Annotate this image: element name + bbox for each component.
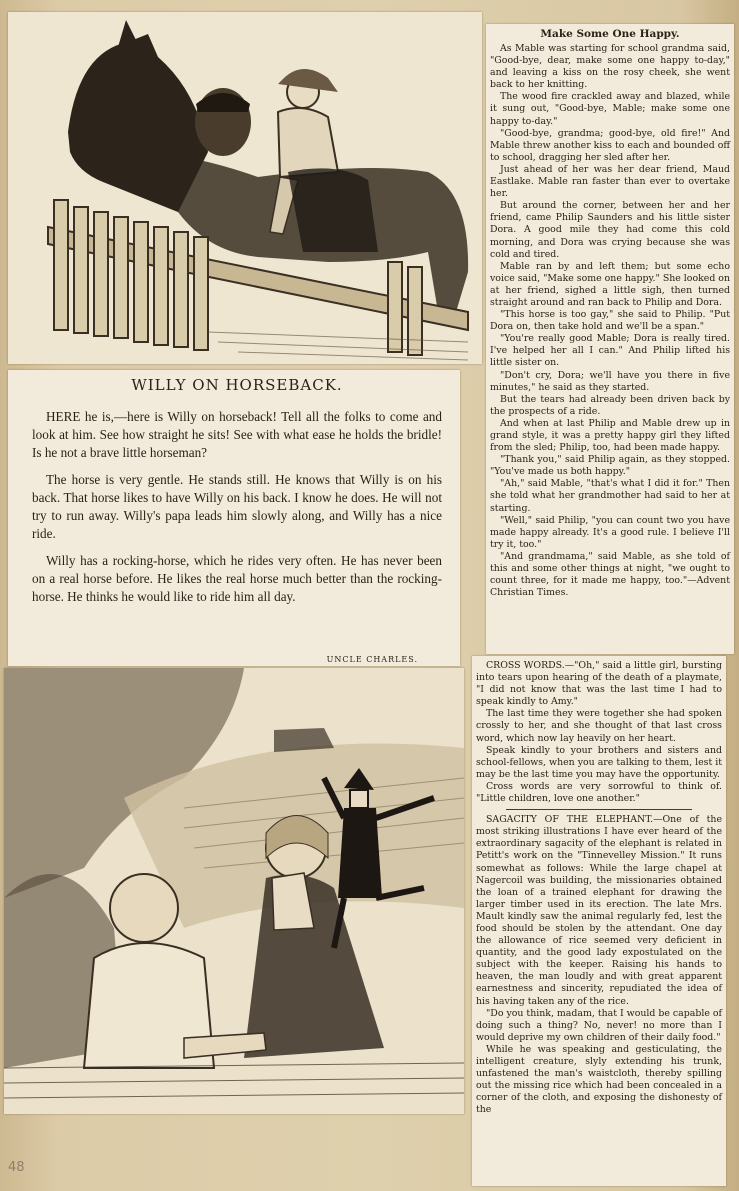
article-paragraph: Mable ran by and left them; but some echo voice said, "Make some one happy." She looked on at her friend, sighed a little sigh, then turned straight around and ran back to Philip and Dora. bbox=[490, 260, 730, 308]
article-paragraph: But the tears had already been driven back by the prospects of a ride. bbox=[490, 393, 730, 417]
article-paragraph: While he was speaking and gesticulating, the intelligent creature, slyly extending his trunk, unfastened the man's waistcloth, thereby spilling out the missing rice which had been concealed in a corner of the cloth, and exposing the dishonesty of the bbox=[476, 1043, 722, 1116]
children-illustration-clipping bbox=[4, 668, 464, 1114]
divider bbox=[506, 809, 692, 810]
willy-paragraph: Willy has a rocking-horse, which he rides very often. He has never been on a real horse before. He likes the real horse much better than the rocking-horse. He thinks he would like to ride him all day. bbox=[32, 553, 442, 604]
article-paragraph: CROSS WORDS.—"Oh," said a little girl, bursting into tears upon hearing of the death of a playmate, "I did not know that was the last time I had to speak kindly to Amy." bbox=[476, 660, 722, 708]
make-someone-happy-clipping bbox=[486, 24, 734, 654]
article-paragraph: "Ah," said Mable, "that's what I did it for." Then she told what her grandmother had said to her at starting. bbox=[490, 478, 730, 514]
willy-story-title: WILLY ON HORSEBACK. bbox=[131, 376, 343, 394]
article-paragraph: "This horse is too gay," she said to Philip. "Put Dora on, then take hold and we'll be a span." bbox=[490, 309, 730, 333]
horse-engraving-image bbox=[8, 12, 482, 364]
willy-signature: UNCLE CHARLES. bbox=[326, 655, 418, 664]
article-paragraph: The last time they were together she had spoken crossly to her, and she thought of that last cross word, which now lay heavily on her heart. bbox=[476, 708, 722, 744]
article-paragraph: As Mable was starting for school grandma said, "Good-bye, dear, make some one happy to-day," and leaving a kiss on the rosy cheek, she went back to her knitting. bbox=[490, 43, 730, 91]
article-paragraph: "Thank you," said Philip again, as they stopped. "You've made us both happy." bbox=[490, 454, 730, 478]
article-paragraph: "And grandmama," said Mable, as she told of this and some other things at night, "we ought to count three, for it made me happy, too."—Advent Christian Times. bbox=[490, 550, 730, 599]
children-engraving-image bbox=[4, 668, 464, 1114]
willy-story bbox=[32, 376, 442, 615]
article-paragraph: And when at last Philip and Mable drew up in grand style, it was a pretty happy girl they lifted from the sled; Philip, too, had been made happy. bbox=[490, 417, 730, 454]
cross-words-article bbox=[476, 660, 722, 1116]
article-paragraph: "Don't cry, Dora; we'll have you there in five minutes," he said as they started. bbox=[490, 369, 730, 393]
article-paragraph: The wood fire crackled away and blazed, while it sung out, "Good-bye, Mable; make some one happy to-day." bbox=[490, 91, 730, 127]
article-paragraph: "Good-bye, grandma; good-bye, old fire!" And Mable threw another kiss to each and bounded off to school, dragging her sled after her. bbox=[490, 127, 730, 163]
make-someone-happy-article bbox=[490, 28, 730, 599]
horse-illustration-clipping bbox=[8, 12, 482, 364]
willy-story-clipping bbox=[8, 370, 460, 666]
article-paragraph: But around the corner, between her and her friend, came Philip Saunders and his little sister Dora. A good mile they had come this cold morning, and Dora was crying because she was cold and tired. bbox=[490, 200, 730, 260]
page-number: 48 bbox=[8, 1160, 25, 1175]
article-title: Make Some One Happy. bbox=[540, 28, 680, 40]
cross-words-elephant-clipping bbox=[472, 656, 726, 1186]
article-paragraph: "You're really good Mable; Dora is really tired. I've helped her all I can." And Philip lifted his little sister on. bbox=[490, 333, 730, 369]
willy-paragraph: HERE he is,—here is Willy on horseback! Tell all the folks to come and look at him. See how straight he sits! See with what ease he holds the bridle! Is he not a brave little horseman? bbox=[32, 409, 442, 460]
article-paragraph: Just ahead of her was her dear friend, Maud Eastlake. Mable ran faster than ever to overtake her. bbox=[490, 163, 730, 200]
willy-paragraph: The horse is very gentle. He stands still. He knows that Willy is on his back. That horse likes to have Willy on his back. I know he does. He will not try to run away. Willy's papa leads him slowly along, and Willy has a nice ride. bbox=[32, 472, 442, 541]
article-paragraph: "Do you think, madam, that I would be capable of doing such a thing? No, never! no more than I would deprive my own children of their daily food." bbox=[476, 1007, 722, 1043]
article-paragraph: Cross words are very sorrowful to think of. "Little children, love one another." bbox=[476, 780, 722, 805]
article-paragraph: SAGACITY OF THE ELEPHANT.—One of the most striking illustrations I have ever heard of the extraordinary sagacity of the elephant is related in Petitt's work on the "Tinnevelley Mission." It runs somewhat as follows: While the large chapel at Nagercoil was building, the missionaries obtained the loan of a trained elephant for drawing the larger timber used in its erection. The late Mrs. Mault kindly saw the animal regularly fed, lest the food should be stolen by the attendant. One day the allowance of rice seemed very deficient in quantity, and the good lady expostulated on the subject with the keeper. Raising his hands to heaven, the man loudly and with great apparent earnestness and sincerity, repudiated the idea of his having taken any of the rice. bbox=[476, 814, 722, 1007]
article-paragraph: "Well," said Philip, "you can count two you have made happy already. It's a good rule. I believe I'll try it, too." bbox=[490, 514, 730, 550]
article-paragraph: Speak kindly to your brothers and sisters and school-fellows, when you are talking to them, lest it may be the last time you may have the opportunity. bbox=[476, 744, 722, 780]
